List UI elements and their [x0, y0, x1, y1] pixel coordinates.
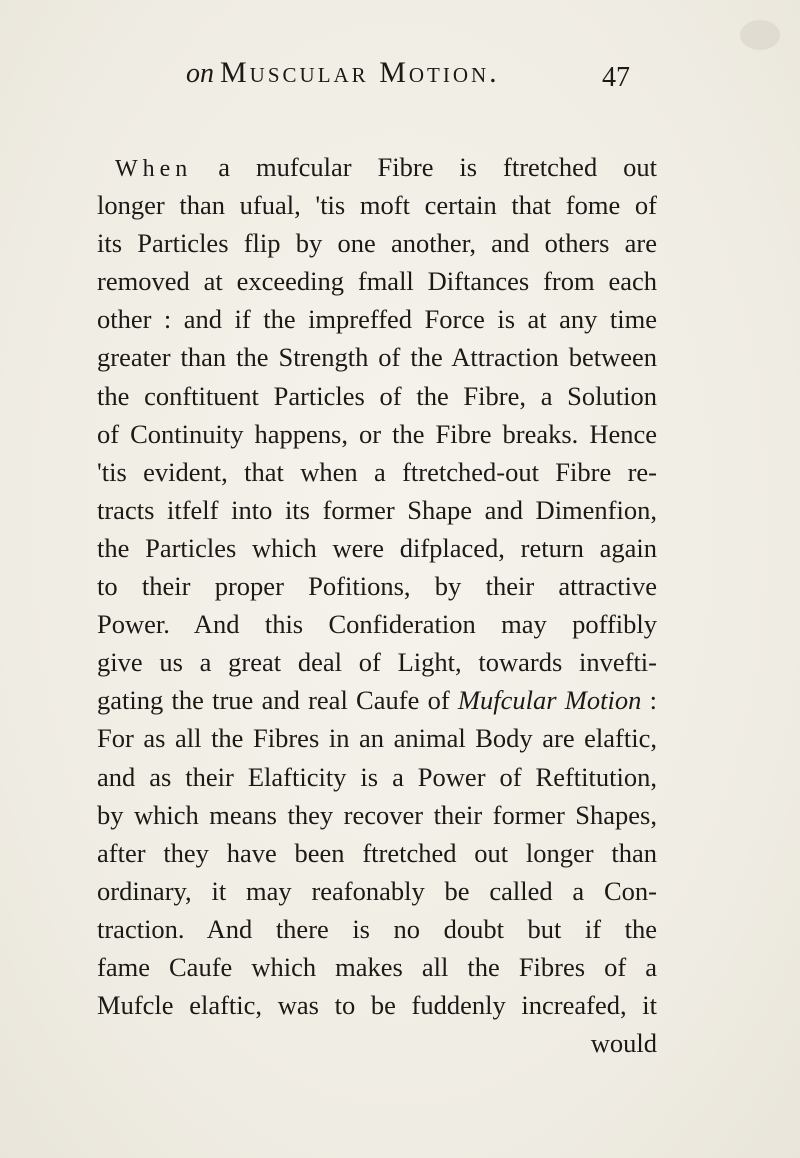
text-line: to their proper Pofitions, by their attractive: [97, 571, 657, 602]
text-line: by which means they recover their former Shapes,: [97, 799, 657, 830]
text-line: gating the true and real Caufe of Mufcular Motion :: [97, 685, 657, 716]
text-line: ordinary, it may reafonably be called a Con-: [97, 875, 657, 906]
running-title: [186, 56, 500, 90]
text-line: fame Caufe which makes all the Fibres of a: [97, 951, 657, 982]
text-line: the Particles which were difplaced, return again: [97, 532, 657, 563]
paper-stain: [740, 20, 780, 50]
running-head: [0, 56, 800, 100]
text-line: longer than ufual, 'tis moft certain that fome of: [97, 190, 657, 221]
running-title-main: Muscular Motion.: [220, 56, 500, 89]
text-line: give us a great deal of Light, towards invefti-: [97, 647, 657, 678]
text-line: traction. And there is no doubt but if the: [97, 913, 657, 944]
italic-phrase: Mufcular Motion: [457, 685, 642, 716]
opening-word: When: [115, 156, 193, 182]
text-line: Power. And this Confideration may poffibly: [97, 609, 657, 640]
text-line: 'tis evident, that when a ftretched-out Fibre re-: [97, 456, 657, 487]
catchword: would: [590, 1028, 657, 1059]
text-line: of Continuity happens, or the Fibre breaks. Hence: [97, 418, 657, 449]
text-line: For as all the Fibres in an animal Body are elaftic,: [97, 723, 657, 754]
page-number: 47: [602, 62, 630, 93]
text-line: tracts itfelf into its former Shape and Dimenfion,: [97, 494, 657, 525]
running-title-prefix: on: [186, 58, 214, 89]
text-line: and as their Elafticity is a Power of Reftitution,: [97, 761, 657, 792]
text-line: greater than the Strength of the Attraction between: [97, 342, 657, 373]
text-line: Mufcle elaftic, was to be fuddenly increafed, it: [97, 990, 657, 1021]
text-line: after they have been ftretched out longer than: [97, 837, 657, 868]
body-paragraph: [97, 148, 657, 1062]
text-line: the conftituent Particles of the Fibre, a Solution: [97, 380, 657, 411]
text-line: removed at exceeding fmall Diftances from each: [97, 266, 657, 297]
text-line: its Particles flip by one another, and others are: [97, 228, 657, 259]
text-line: When a mufcular Fibre is ftretched out: [115, 152, 657, 182]
text-line: other : and if the impreffed Force is at any time: [97, 304, 657, 335]
